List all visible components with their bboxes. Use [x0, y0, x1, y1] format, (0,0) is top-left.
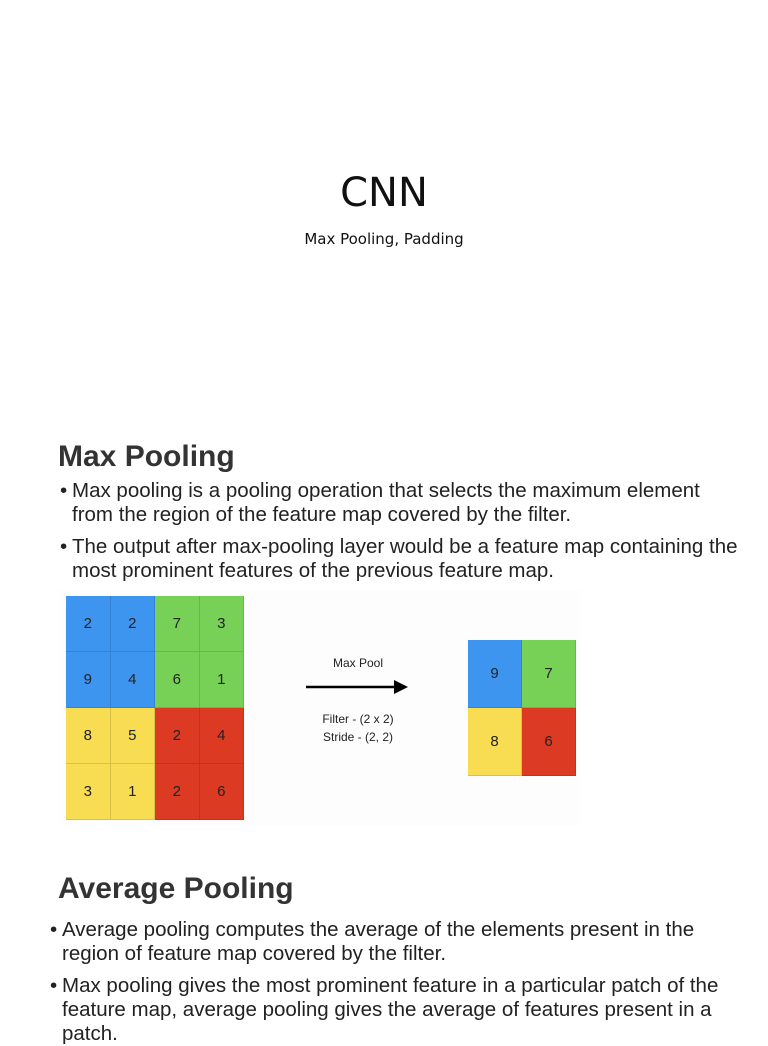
output-feature-map-cell: 7: [522, 640, 576, 708]
max-pool-label: Max Pool: [332, 656, 384, 670]
input-feature-map-cell: 6: [200, 764, 245, 820]
input-feature-map-cell: 8: [66, 708, 111, 764]
input-feature-map: [66, 596, 244, 820]
input-feature-map-cell: 6: [155, 652, 200, 708]
input-feature-map-cell: 2: [111, 596, 156, 652]
right-arrow-icon: [306, 678, 410, 696]
average-pooling-bullet-1: • Average pooling computes the average of the elements present in the region of feature map covered by the filter.: [48, 918, 738, 966]
title-slide: [0, 0, 768, 410]
output-feature-map-cell: 6: [522, 708, 576, 776]
stride-label: Stride - (2, 2): [322, 730, 394, 744]
input-feature-map-cell: 2: [155, 708, 200, 764]
input-feature-map-cell: 5: [111, 708, 156, 764]
average-pooling-bullets: [48, 918, 738, 1045]
max-pooling-bullets: [58, 479, 738, 589]
max-pool-diagram: [60, 590, 580, 825]
input-feature-map-cell: 2: [155, 764, 200, 820]
input-feature-map-cell: 3: [66, 764, 111, 820]
input-feature-map-cell: 2: [66, 596, 111, 652]
output-feature-map-cell: 9: [468, 640, 522, 708]
input-feature-map-cell: 7: [155, 596, 200, 652]
input-feature-map-cell: 1: [200, 652, 245, 708]
input-feature-map-cell: 4: [111, 652, 156, 708]
input-feature-map-cell: 4: [200, 708, 245, 764]
input-feature-map-cell: 3: [200, 596, 245, 652]
output-feature-map-cell: 8: [468, 708, 522, 776]
input-feature-map-cell: 9: [66, 652, 111, 708]
average-pooling-heading: Average Pooling: [58, 872, 294, 905]
average-pooling-bullet-2: • Max pooling gives the most prominent feature in a particular patch of the feature map, average pooling gives the average of features present in a patch.: [48, 974, 738, 1046]
input-feature-map-cell: 1: [111, 764, 156, 820]
slide-subtitle: Max Pooling, Padding: [304, 230, 464, 248]
max-pooling-bullet-2: • The output after max-pooling layer would be a feature map containing the most prominent features of the previous feature map.: [58, 535, 738, 583]
filter-label: Filter - (2 x 2): [322, 712, 394, 726]
max-pooling-heading: Max Pooling: [58, 440, 235, 473]
slide-title: CNN: [340, 170, 428, 216]
output-feature-map: [468, 640, 576, 776]
max-pooling-bullet-1: • Max pooling is a pooling operation that selects the maximum element from the region of the feature map covered by the filter.: [58, 479, 738, 527]
